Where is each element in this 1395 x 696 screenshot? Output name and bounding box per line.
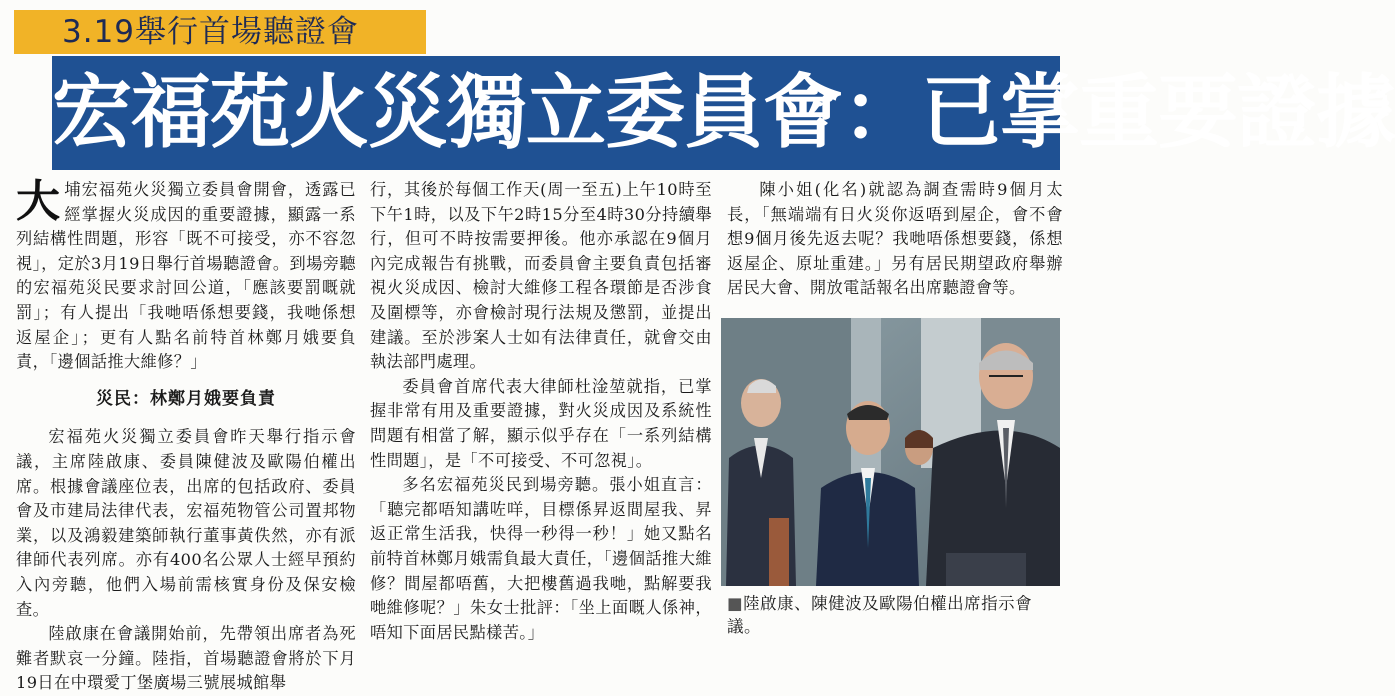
subheading: 災民：林鄭月娥要負責 xyxy=(96,388,276,409)
lead-paragraph-text: 埔宏福苑火災獨立委員會開會，透露已經掌握火災成因的重要證據，顯露一系列結構性問題，形容「既不可接受，亦不容忽視」，定於3月19日舉行首場聽證會。到場旁聽的宏福苑災民要求討回公道，「應該要罰嘅就罰」；有人提出「我哋唔係想要錢，我哋係想返屋企」；更有人點名前特首林鄭月娥要負責，「邊個話推大維修？」 xyxy=(16,180,356,372)
article-column-3 xyxy=(727,178,1063,301)
lead-paragraph xyxy=(16,178,356,375)
paragraph-3: 陸啟康在會議開始前，先帶領出席者為死難者默哀一分鐘。陸指，首場聽證會將於下月19日在中環愛丁堡廣場三號展城館舉 xyxy=(16,624,356,693)
article-column-2 xyxy=(370,178,712,645)
kicker-text: 3.19舉行首場聽證會 xyxy=(62,14,360,50)
caption-text: 陸啟康、陳健波及歐陽伯權出席指示會議。 xyxy=(727,594,1033,636)
photo-illustration xyxy=(721,318,1060,586)
paragraph-6: 陳小姐(化名)就認為調查需時9個月太長，「無端端有日火災你返唔到屋企，會不會想9個月後先返去呢？我哋唔係想要錢，係想返屋企、原址重建。」另有居民期望政府舉辦居民大會、開放電話報名出席聽證會等。 xyxy=(727,180,1063,298)
paragraph-4: 委員會首席代表大律師杜淦堃就指，已掌握非常有用及重要證據，對火災成因及系統性問題有相當了解，顯示似乎存在「一系列結構性問題」，是「不可接受、不可忽視」。 xyxy=(370,376,712,470)
paragraph-5: 多名宏福苑災民到場旁聽。張小姐直言：「聽完都唔知講咗咩，目標係昇返間屋我、昇返正常生活我，快得一秒得一秒！」她又點名前特首林鄭月娥需負最大責任，「邊個話推大維修？間屋都唔舊，大把樓舊過我哋，點解要我哋維修呢？」朱女士批評：「坐上面嘅人係神，唔知下面居民點樣苦。」 xyxy=(370,475,712,642)
caption-marker: ■ xyxy=(727,594,744,613)
headline: 宏福苑火災獨立委員會：已掌重要證據 xyxy=(52,56,1060,170)
drop-cap: 大 xyxy=(16,176,61,227)
paragraph-3-continued: 行，其後於每個工作天(周一至五)上午10時至下午1時，以及下午2時15分至4時30分持續舉行，但可不時按需要押後。他亦承認在9個月內完成報告有挑戰，而委員會主要負責包括審視火災成因、檢討大維修工程各環節是否涉食及圍標等，亦會檢討現行法規及懲罰，並提出建議。至於涉案人士如有法律責任，就會交由執法部門處理。 xyxy=(370,180,712,372)
news-photo xyxy=(721,318,1060,586)
photo-caption xyxy=(727,592,1061,638)
article-column-1 xyxy=(16,178,356,696)
paragraph-2: 宏福苑火災獨立委員會昨天舉行指示會議，主席陸啟康、委員陳健波及歐陽伯權出席。根據會議座位表，出席的包括政府、委員會及市建局法律代表，宏福苑物管公司置邦物業，以及鴻毅建築師執行董事黃佚然，亦有派律師代表列席。亦有400名公眾人士經早預約入內旁聽，他們入場前需核實身份及保安檢查。 xyxy=(16,427,356,619)
